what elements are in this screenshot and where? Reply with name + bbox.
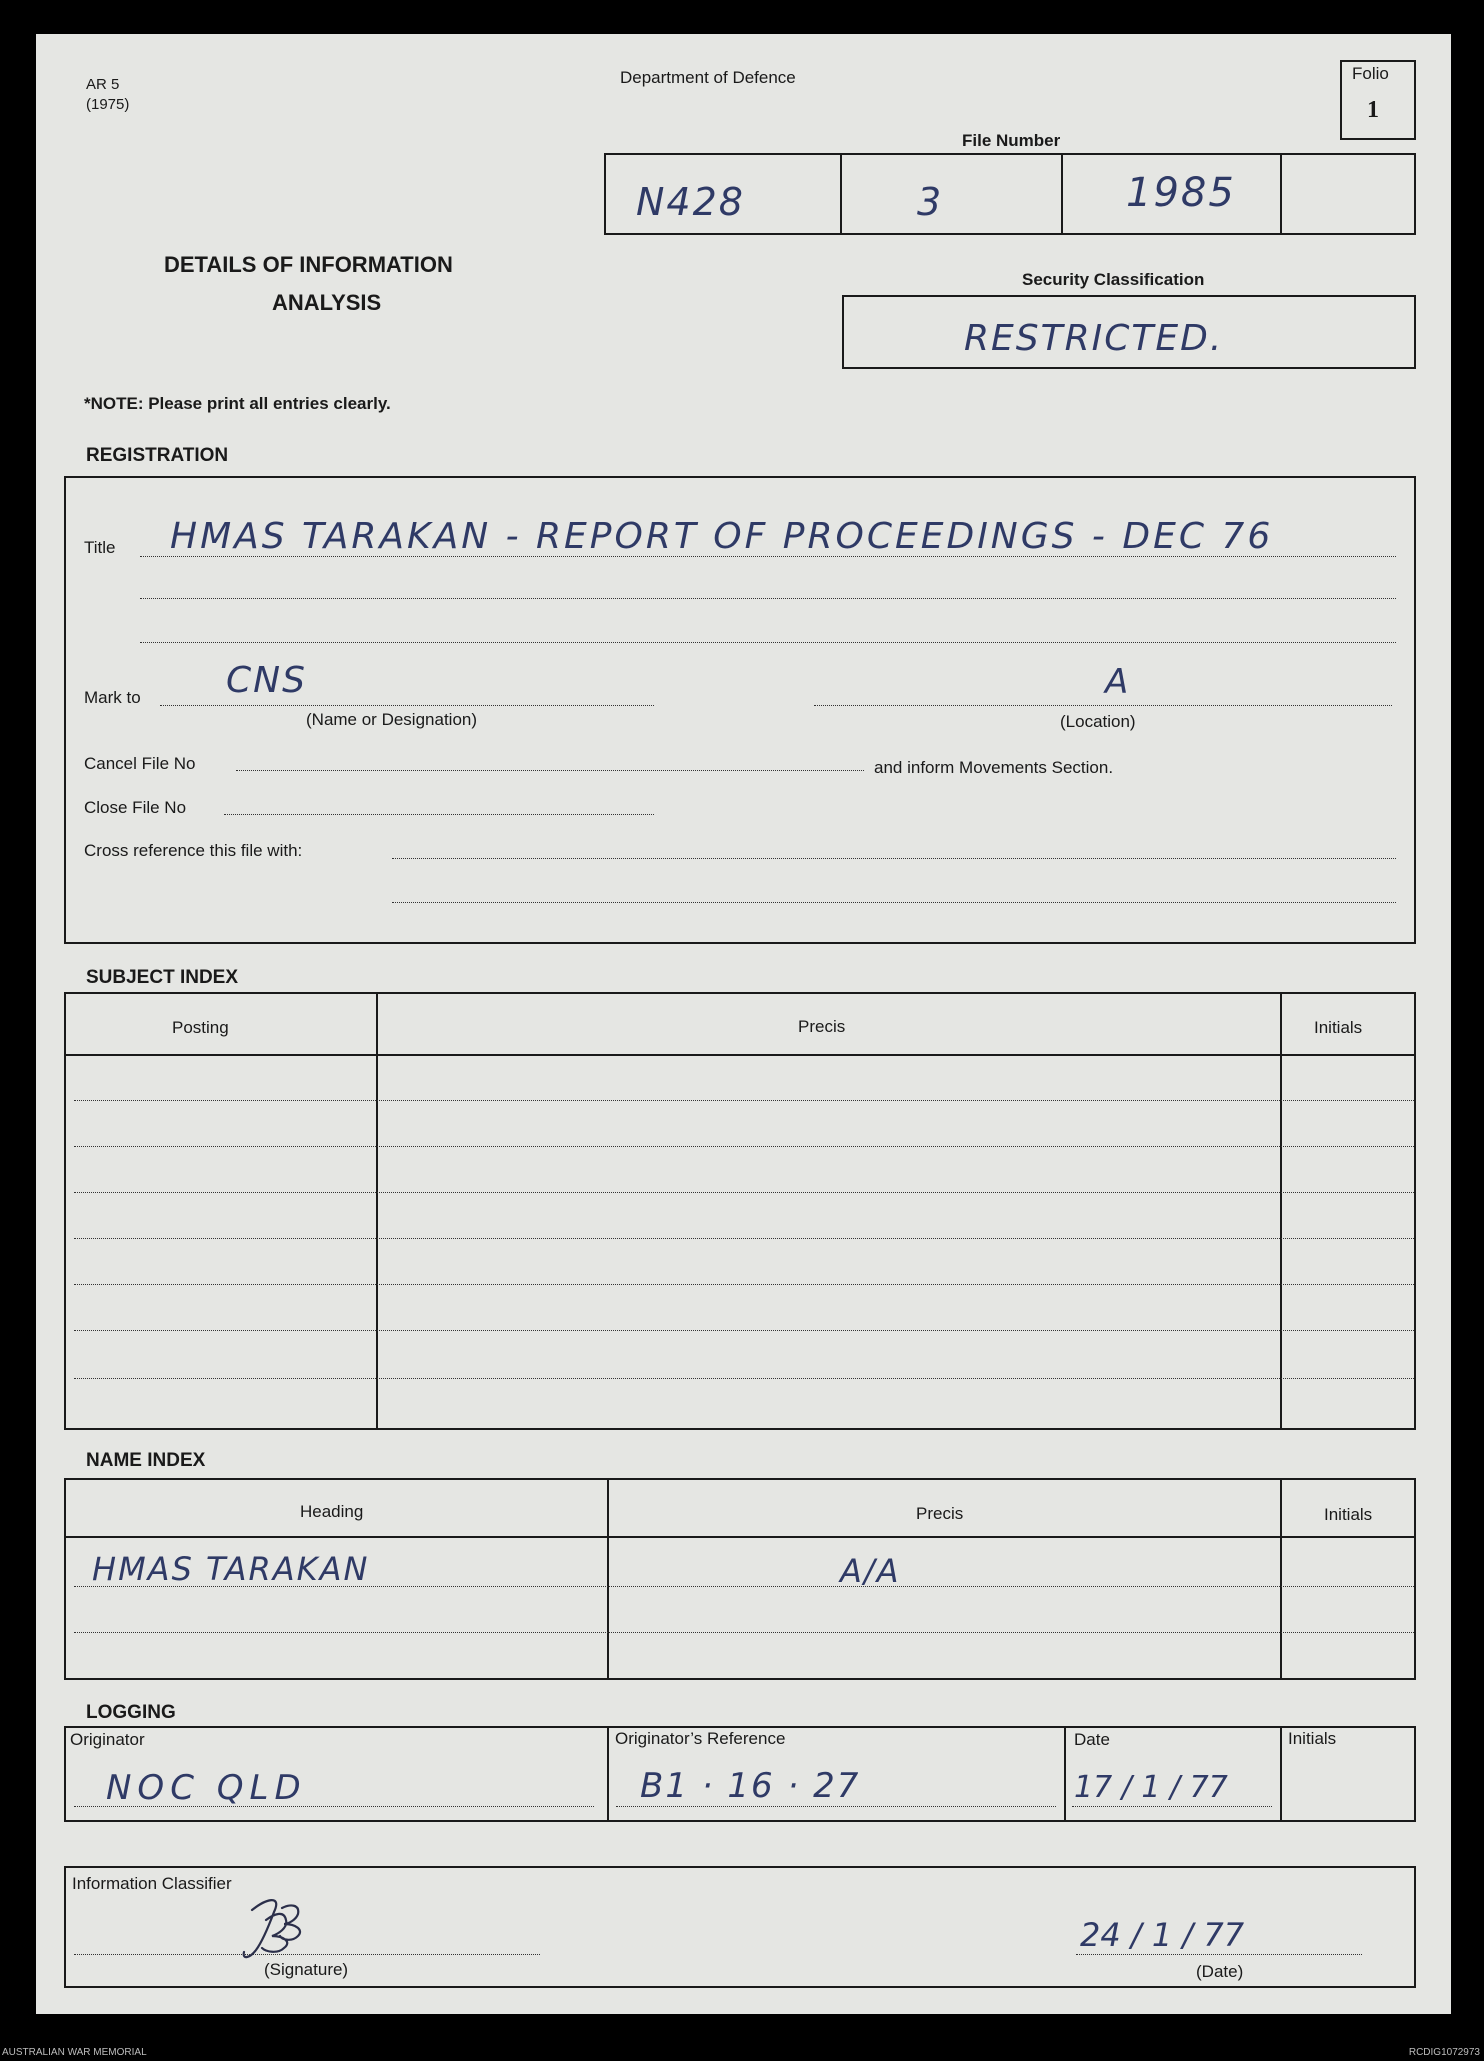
classifier-date-caption: (Date) [1196, 1962, 1244, 1981]
cancel-file-label: Cancel File No [84, 754, 196, 773]
file-number-part-3[interactable]: 1985 [1126, 170, 1236, 216]
subject-entry-line[interactable] [74, 1192, 1414, 1193]
cancel-file-suffix: and inform Movements Section. [874, 758, 1114, 777]
name-row-precis[interactable]: A/A [840, 1552, 901, 1590]
cross-reference-label: Cross reference this file with: [84, 841, 303, 860]
folio-number: 1 [1367, 97, 1379, 123]
file-number-part-2[interactable]: 3 [917, 180, 944, 224]
form-title-line1: DETAILS OF INFORMATION [164, 252, 453, 277]
form-title-line2: ANALYSIS [272, 290, 382, 315]
title-label: Title [84, 538, 116, 557]
subject-entry-line[interactable] [74, 1100, 1414, 1101]
footer-archive-name: AUSTRALIAN WAR MEMORIAL [2, 2047, 147, 2058]
originator-value[interactable]: NOC QLD [106, 1768, 307, 1808]
subject-entry-line[interactable] [74, 1330, 1414, 1331]
classifier-date-value[interactable]: 24 / 1 / 77 [1080, 1916, 1245, 1954]
title-value[interactable]: HMAS TARAKAN - REPORT OF PROCEEDINGS - DEC 76 [170, 516, 1274, 557]
name-index-heading: NAME INDEX [86, 1450, 206, 1471]
originator-label: Originator [70, 1730, 145, 1749]
title-line-2[interactable] [140, 598, 1396, 599]
registration-heading: REGISTRATION [86, 445, 229, 466]
subject-entry-line[interactable] [74, 1378, 1414, 1379]
location-value[interactable]: A [1105, 662, 1131, 702]
name-col-heading: Heading [300, 1502, 364, 1521]
security-classification-value[interactable]: RESTRICTED. [964, 318, 1224, 359]
subject-col-precis: Precis [798, 1017, 846, 1036]
form-year: (1975) [86, 96, 130, 113]
subject-col-posting: Posting [172, 1018, 229, 1037]
logging-heading: LOGGING [86, 1702, 176, 1723]
cancel-file-field[interactable] [236, 770, 864, 771]
log-date-value[interactable]: 17 / 1 / 77 [1074, 1770, 1228, 1805]
originators-reference-value[interactable]: B1 · 16 · 27 [640, 1766, 861, 1806]
location-caption: (Location) [1060, 712, 1136, 731]
file-number-part-1[interactable]: N428 [636, 180, 745, 224]
log-initials-label: Initials [1288, 1729, 1337, 1748]
file-number-label: File Number [962, 131, 1061, 150]
subject-index-table [64, 992, 1416, 1430]
subject-entry-line[interactable] [74, 1146, 1414, 1147]
name-col-precis: Precis [916, 1504, 964, 1523]
folio-label: Folio [1352, 64, 1389, 83]
cross-reference-field-2[interactable] [392, 902, 1396, 903]
close-file-label: Close File No [84, 798, 187, 817]
name-col-initials: Initials [1324, 1505, 1373, 1524]
classifier-signature [222, 1890, 332, 1970]
security-classification-label: Security Classification [1022, 270, 1205, 289]
mark-to-value[interactable]: CNS [226, 660, 307, 701]
name-row-heading[interactable]: HMAS TARAKAN [92, 1550, 370, 1588]
subject-col-initials: Initials [1314, 1018, 1363, 1037]
log-date-label: Date [1074, 1730, 1110, 1749]
mark-to-label: Mark to [84, 688, 141, 707]
form-code: AR 5 [86, 76, 120, 93]
cross-reference-field-1[interactable] [392, 858, 1396, 859]
footer-record-id: RCDIG1072973 [1408, 2047, 1480, 2058]
mark-to-caption: (Name or Designation) [306, 710, 478, 729]
close-file-field[interactable] [224, 814, 654, 815]
signature-caption: (Signature) [264, 1960, 349, 1979]
subject-index-heading: SUBJECT INDEX [86, 967, 239, 988]
originators-reference-label: Originator’s Reference [615, 1729, 786, 1748]
department-name: Department of Defence [620, 68, 796, 87]
subject-entry-line[interactable] [74, 1284, 1414, 1285]
subject-entry-line[interactable] [74, 1238, 1414, 1239]
title-line-3[interactable] [140, 642, 1396, 643]
information-classifier-label: Information Classifier [72, 1874, 232, 1893]
note-text: *NOTE: Please print all entries clearly. [84, 394, 391, 413]
